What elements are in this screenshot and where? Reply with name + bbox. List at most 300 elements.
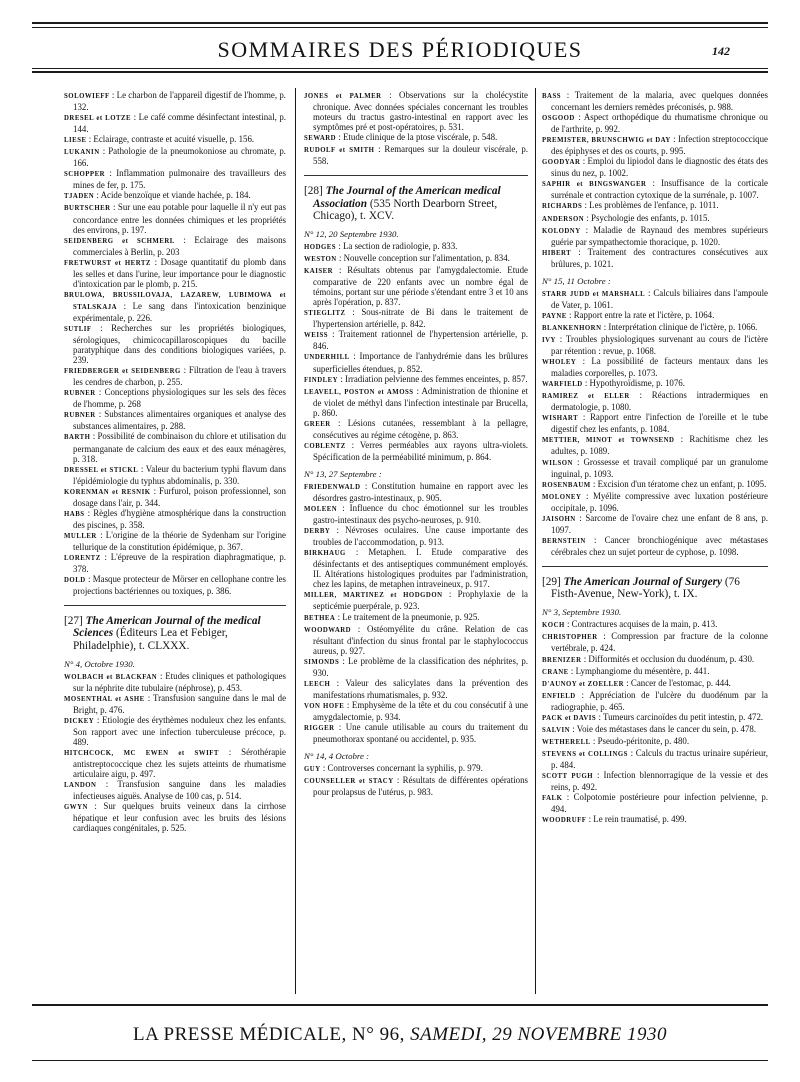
section-separator [64, 605, 286, 606]
entry-title: : Remarques sur la douleur viscérale, p. 558. [313, 144, 528, 167]
entry-author: SALVIN [542, 726, 571, 734]
article-entry [542, 491, 768, 513]
article-entry [542, 690, 768, 712]
article-entry [542, 213, 768, 225]
section-separator [304, 175, 528, 176]
article-entry [304, 253, 528, 265]
entry-title: : Masque protecteur de Mörser en cellophane contre les projections bactériennes ou toxiques, p. 386. [73, 574, 286, 597]
entry-title: : Emploi du lipiodol dans le diagnostic des états des sinus du nez, p. 1002. [551, 156, 768, 179]
entry-author: ENFIELD [542, 692, 576, 700]
journal-title: The American Journal of Surgery [563, 575, 723, 588]
entry-title: : Excision d'un tératome chez un enfant, p. 1095. [590, 478, 767, 489]
entry-title: : Furfurol, poison professionnel, son dosage dans l'air, p. 344. [73, 485, 286, 508]
article-entry [542, 390, 768, 412]
entry-title: : Inflammation pulmonaire des travailleurs des mines de fer, p. 175. [73, 168, 286, 191]
footer-rule-top [32, 1004, 768, 1006]
journal-publisher: (535 North Dearborn Street, Chicago), t. XCV. [313, 197, 498, 222]
entry-title: : Calculs du tractus urinaire supérieur, p. 484. [551, 747, 768, 770]
entry-title: : Hypothyroïdisme, p. 1076. [582, 378, 685, 389]
article-entry [542, 288, 768, 310]
entry-title: : Voie des métastases dans le cancer du sein, p. 478. [570, 723, 757, 734]
entry-author: KORENMAN et RESNIK [64, 488, 151, 496]
entry-title: : Lésions cutanées, ressemblant à la pellagre, consécutives au régime cétogène, p. 863. [313, 417, 528, 440]
article-entry [304, 775, 528, 797]
entry-title: : Etudes cliniques et pathologiques sur la néphrite dite tubulaire (néphrose), p. 453. [73, 670, 286, 693]
article-entry [304, 374, 528, 386]
entry-author: BRULOWA, BRUSSILOVAJA, LAZAREW, LUBIMOWA et STALSKAJA [64, 291, 286, 311]
footer-publication: LA PRESSE MÉDICALE, N° 96, [133, 1024, 405, 1045]
article-entry [542, 457, 768, 479]
entry-title: : Emphysème de la tête et du cou consécutif à une amygdalectomie, p. 934. [313, 699, 528, 722]
article-entry [64, 431, 286, 463]
entry-title: : Administration de thionine et de violet de méthyl dans l'infection intestinale par Brucella, p. 860. [313, 385, 528, 418]
page-title: SOMMAIRES DES PÉRIODIQUES [217, 37, 583, 62]
entry-author: BURTSCHER [64, 205, 111, 213]
article-entry [304, 351, 528, 373]
entry-author: VON HOFE [304, 702, 345, 710]
entry-title: : Pseudo-péritonite, p. 480. [590, 735, 690, 746]
entry-author: OSGOOD [542, 115, 575, 123]
entry-author: RIGGER [304, 725, 335, 732]
entry-author: MOLEEN [304, 506, 338, 514]
entry-author: WOLBACH et BLACKFAN [64, 673, 158, 681]
entry-title: : Une canule utilisable au cours du traitement du pneumothorax spontané ou accidentel, p. 935. [313, 722, 528, 745]
entry-title: : Rapport entre la rate et l'ictère, p. 1064. [566, 309, 715, 320]
article-entry [64, 257, 286, 289]
entry-author: KOLODNY [542, 227, 581, 235]
entry-author: LEECH [304, 680, 331, 688]
article-entry [64, 779, 286, 801]
entry-author: SUTLIF [64, 325, 92, 333]
entry-author: IVY [542, 336, 556, 344]
issue-heading: N° 13, 27 Septembre : [304, 468, 382, 479]
article-entry [542, 619, 768, 631]
article-entry [542, 748, 768, 770]
article-entry [304, 656, 528, 678]
article-entry [64, 134, 286, 146]
entry-title: : Aspect orthopédique du rhumatisme chronique ou de l'arthrite, p. 992. [551, 112, 768, 135]
article-entry [304, 265, 528, 307]
article-entry [64, 168, 286, 190]
article-entry [64, 387, 286, 409]
entry-title: : Le café comme désinfectant intestinal, p. 144. [73, 112, 287, 135]
entry-author: SIMONDS [304, 658, 340, 666]
entry-title: : Eclairage, contraste et acuité visuelle, p. 156. [86, 134, 255, 145]
entry-title: : Nouvelle conception sur l'alimentation, p. 834. [336, 253, 510, 264]
article-entry [542, 535, 768, 557]
entry-author: STEVENS et COLLINGS [542, 750, 628, 758]
article-entry [304, 329, 528, 351]
entry-title: : Recherches sur les propriétés biologiques, sérologiques, chimicocapillaroscopiques du bacille paratyphique dans des conditions biologiques variées, p. 239. [73, 322, 286, 366]
article-entry [542, 666, 768, 678]
entry-author: DRESEL et LOTZE [64, 115, 132, 123]
entry-title: : Infection blennorragique de la vessie et des reins, p. 492. [551, 769, 768, 793]
journal-heading [64, 615, 286, 652]
entry-title: : Valeur des salicylates dans la prévention des manifestations rhumatismales, p. 932. [313, 677, 528, 700]
entry-title: : L'origine de la théorie de Sydenham sur l'origine tellurique de la constitution épidémique, p. 367. [73, 529, 286, 552]
entry-author: SAPHIR et BINGSWANGER [542, 181, 647, 189]
article-entry [542, 134, 768, 156]
article-entry [304, 547, 528, 589]
entry-author: HODGES [304, 243, 337, 251]
entry-author: DICKEY [64, 718, 95, 725]
entry-title: : Etude clinique de la ptose viscérale, p. 548. [336, 132, 498, 143]
entry-author: HABS [64, 510, 85, 518]
article-entry [542, 334, 768, 356]
entry-author: LANDON [64, 782, 97, 790]
column-2 [304, 90, 528, 797]
entry-title: : Les problèmes de l'enfance, p. 1011. [582, 200, 719, 211]
entry-title: : Controverses concernant la syphilis, p. 979. [320, 763, 483, 774]
article-entry [304, 700, 528, 722]
entry-title: : Dosage quantitatif du plomb dans les selles et dans l'urine, leur importance pour le diagnostic d'intoxication par le plomb, p. 215. [73, 256, 286, 289]
entry-author: FRIEDBERGER et SEIDENBERG [64, 368, 181, 376]
entry-author: SEWARD [304, 135, 337, 143]
issue-heading: N° 14, 4 Octobre : [304, 751, 370, 762]
entry-author: SCOTT PUGH [542, 772, 594, 780]
article-entry [64, 747, 286, 779]
entry-title: : Prophylaxie de la septicémie puerpérale, p. 923. [313, 589, 528, 612]
entry-title: : Conceptions physiologiques sur les sels des fèces de l'homme, p. 268 [73, 387, 286, 410]
article-entry [64, 365, 286, 387]
entry-title: : Transfusion sanguine dans le mal de Bright, p. 476. [73, 692, 287, 715]
journal-publisher: (Éditeurs Lea et Febiger, Philadelphie), t. CLXXX. [73, 627, 228, 652]
entry-author: CRANE [542, 668, 569, 676]
entry-title: : Appréciation de l'ulcère du duodénum par la radiographie, p. 465. [551, 689, 768, 712]
article-entry [64, 574, 286, 596]
entry-author: LUKANIN [64, 149, 100, 157]
entry-title: : Verres perméables aux rayons ultra-violets. Spécification de la perméabilité minimum, p. 864. [313, 439, 528, 462]
article-entry [64, 486, 286, 508]
article-entry [64, 530, 286, 552]
entry-author: GREER [304, 420, 331, 428]
entry-title: : Eclairage des maisons commerciales à Berlin, p. 203 [73, 234, 286, 257]
entry-title: : Possibilité de combinaison du chlore et utilisation du permanganate de calcium des eaux et des eaux ménagères, p. 318. [73, 431, 286, 464]
entry-title: : Maladie de Raynaud des membres supérieurs guérie par sympathectomie thoracique, p. 1020. [551, 224, 768, 247]
entry-title: : La section de radiologie, p. 833. [336, 240, 458, 251]
entry-title: : Traitement des contractures consécutives aux brûlures, p. 1021. [551, 246, 768, 269]
article-entry [304, 678, 528, 700]
page-number: 142 [712, 44, 730, 58]
entry-title: : Sur une eau potable pour laquelle il n'y eut pas concordance entre les données chimiques et les propriétés des environs, p. 197. [73, 202, 286, 235]
entry-author: LEAVELL, POSTON et AMOSS [304, 388, 414, 396]
article-entry [542, 712, 768, 724]
article-entry [542, 654, 768, 666]
entry-title: : Acide benzoïque et viande hachée, p. 184. [94, 190, 251, 201]
entry-author: COUNSELLER et STACY [304, 778, 394, 786]
article-entry [542, 156, 768, 178]
entry-title: : Importance de l'anhydrémie dans les brûlures superficielles étendues, p. 852. [313, 351, 528, 374]
article-entry [542, 770, 768, 792]
entry-title: : Pathologie de la pneumokoniose au chromate, p. 166. [73, 146, 286, 169]
column-1 [64, 90, 286, 834]
article-entry [542, 631, 768, 653]
entry-title: : Infection streptococcique des épiphyses et des os courts, p. 995. [551, 134, 768, 157]
article-entry [304, 624, 528, 656]
article-entry [542, 479, 768, 491]
column-divider-2 [535, 88, 536, 994]
entry-author: ANDERSON [542, 215, 585, 223]
entry-author: WEISS [304, 332, 329, 340]
entry-author: JONES et PALMER [304, 93, 382, 100]
entry-title: : Rapport entre l'infection de l'oreille et le tube digestif chez les enfants, p. 1084. [551, 412, 768, 435]
entry-author: COBLENTZ [304, 442, 346, 450]
entry-title: : Insuffisance de la corticale surrénale et contraction cytoxique de la surrénale, p. 1007. [551, 178, 768, 201]
entry-author: WOODRUFF [542, 817, 587, 825]
entry-author: PAYNE [542, 312, 567, 320]
entry-author: STARR JUDD et MARSHALL [542, 290, 646, 298]
entry-author: RUDOLF et SMITH [304, 147, 375, 155]
entry-title: : Sarcome de l'ovaire chez une enfant de 8 ans, p. 1097. [551, 512, 768, 535]
article-entry [304, 241, 528, 253]
entry-title: : L'épreuve de la respiration diaphragmatique, p. 378. [73, 551, 286, 575]
column-3 [542, 90, 768, 826]
article-entry [64, 90, 286, 112]
entry-author: SEIDENBERG et SCHMERL [64, 237, 175, 245]
entry-author: METTIER, MINOT et TOWNSEND [542, 437, 675, 445]
entry-author: WISHART [542, 415, 579, 423]
entry-title: : Réactions intradermiques en dermatologie, p. 1080. [551, 390, 768, 413]
entry-title: : Ostéomyélite du crâne. Relation de cas résultant d'infection du sinus frontal par le staphylococcus aureus, p. 927. [313, 623, 528, 656]
journal-title: The American Journal of the medical Sciences [73, 615, 261, 640]
section-separator [542, 566, 768, 567]
entry-title: : Etiologie des érythèmes noduleux chez les enfants. Son rapport avec une infection tuberculeuse précoce, p. 489. [73, 715, 286, 748]
entry-author: LORENTZ [64, 554, 101, 562]
article-entry [304, 132, 528, 144]
article-entry [64, 552, 286, 574]
entry-title: : Le problème de la classification des néphrites, p. 930. [313, 655, 528, 678]
entry-author: JAISOHN [542, 515, 576, 523]
article-entry [64, 235, 286, 257]
entry-author: ROSENBAUM [542, 481, 591, 489]
entry-author: KAISER [304, 268, 334, 276]
entry-title: : Constitution humaine en rapport avec les désordres gastro-intestinaux, p. 905. [313, 480, 528, 504]
article-entry [304, 144, 528, 166]
article-entry [304, 90, 528, 132]
article-entry [64, 112, 286, 134]
entry-title: : Résultats de différentes opérations pour prolapsus de l'utérus, p. 983. [313, 775, 528, 798]
article-entry [304, 525, 528, 547]
article-entry [304, 481, 528, 503]
article-entry [64, 693, 286, 715]
entry-title: : Interprétation clinique de l'ictère, p. 1066. [601, 321, 758, 332]
entry-title: : Traitement rationnel de l'hypertension artérielle, p. 846. [313, 329, 528, 352]
entry-title: : Filtration de l'eau à travers les cendres de charbon, p. 255. [73, 365, 287, 388]
entry-author: GOODYAR [542, 159, 581, 167]
entry-author: WESTON [304, 256, 337, 264]
top-rule-thick [32, 22, 768, 24]
entry-author: TJADEN [64, 193, 95, 201]
entry-title: : Le rein traumatisé, p. 499. [586, 814, 687, 825]
entry-title: : Cancer bronchiogénique avec métastases cérébrales chez un sujet porteur de cyphose, p. 1098. [551, 534, 768, 557]
entry-author: GUY [304, 766, 321, 774]
entry-author: MILLER, MARTINEZ et HODGDON [304, 592, 443, 600]
article-entry [64, 409, 286, 431]
article-entry [64, 202, 286, 234]
entry-author: BIRKHAUG [304, 550, 346, 558]
article-entry [542, 724, 768, 736]
article-entry [64, 146, 286, 168]
entry-author: RUBNER [64, 390, 96, 398]
entry-author: UNDERHILL [304, 354, 350, 362]
entry-author: MULLER [64, 532, 97, 540]
article-entry [304, 722, 528, 744]
entry-title: : Transfusion sanguine dans les maladies infectieuses aiguës. Analyse de 100 cas, p. 514. [73, 779, 286, 802]
entry-title: : Sur quelques bruits veineux dans la cirrhose hépatique et leur confusion avec les bruits des lésions cardiaques congénitales, p. 525. [73, 801, 286, 834]
article-entry [542, 322, 768, 334]
footer-date: 29 NOVEMBRE 1930 [492, 1024, 667, 1045]
entry-title: : Psychologie des enfants, p. 1015. [584, 212, 710, 223]
entry-author: BLANKENHORN [542, 324, 602, 332]
entry-author: KOCH [542, 622, 565, 630]
entry-title: : Valeur du bacterium typhi flavum dans l'épidémiologie du typhus abdominalis, p. 330. [73, 463, 286, 486]
journal-number: [28] [304, 185, 326, 198]
entry-author: GWYN [64, 804, 88, 812]
entry-title: : Le traitement de la pneumonie, p. 925. [335, 611, 480, 622]
entry-author: BRENIZER [542, 656, 582, 664]
article-entry [64, 464, 286, 486]
header-rule-thin [32, 68, 768, 69]
article-entry [542, 412, 768, 434]
entry-author: MOLONEY [542, 493, 582, 501]
entry-author: PREMISTER, BRUNSCHWIG et DAY [542, 137, 671, 145]
entry-title: : Colpotomie postérieure pour infection pelvienne, p. 494. [551, 792, 768, 815]
entry-title: : Le sang dans l'intoxication benzinique expérimentale, p. 226. [73, 300, 286, 323]
entry-title: : Traitement de la malaria, avec quelques données concernant les derniers remèdes préconisés, p. 988. [551, 90, 768, 113]
entry-author: FINDLEY [304, 376, 339, 384]
journal-heading [542, 576, 768, 600]
article-entry [542, 178, 768, 200]
entry-author: FRETWURST et HERTZ [64, 259, 151, 267]
top-rule-thin [32, 27, 768, 28]
entry-title: : Calculs biliaires dans l'ampoule de Vater, p. 1061. [551, 287, 768, 310]
entry-title: : Tumeurs carcinoïdes du petit intestin, p. 472. [596, 711, 764, 722]
entry-title: : Le charbon de l'appareil digestif de l'homme, p. 132. [73, 90, 286, 113]
entry-title: : Observations sur la cholécystite chronique. Avec données spéciales concernant les troubles moteurs du tractus gastro-intestinal en rapport avec les symptômes pré et post-opératoires, p. 531. [313, 90, 528, 133]
article-entry [542, 310, 768, 322]
entry-title: : Règles d'hygiène atmosphérique dans la construction des piscines, p. 358. [73, 507, 286, 530]
entry-author: HIBERT [542, 249, 572, 257]
entry-author: RUBNER [64, 412, 96, 420]
entry-author: DRESSEL et STICKL [64, 466, 139, 474]
entry-author: HITCHCOCK, MC EWEN et SWIFT [64, 750, 219, 758]
footer [0, 1024, 800, 1046]
entry-title: : Irradiation pelvienne des femmes enceintes, p. 857. [338, 373, 528, 384]
article-entry [542, 225, 768, 247]
article-entry [64, 508, 286, 530]
article-entry [542, 247, 768, 269]
entry-title: : Grossesse et travail compliqué par un granulome inguinal, p. 1093. [551, 456, 768, 479]
article-entry [542, 90, 768, 112]
entry-author: FALK [542, 795, 563, 803]
header-rule-thick [32, 71, 768, 73]
entry-title: : Compression par fracture de la colonne vertébrale, p. 424. [551, 631, 768, 654]
article-entry [542, 513, 768, 535]
entry-title: : Influence du choc émotionnel sur les troubles gastro-intestinaux des psycho-neuroses, p. 910. [313, 503, 528, 526]
article-entry [64, 715, 286, 747]
entry-author: STIEGLITZ [304, 310, 346, 318]
entry-title: : Névroses oculaires. Une cause importante des troubles de l'accommodation, p. 913. [313, 525, 528, 548]
entry-author: WILSON [542, 459, 573, 467]
entry-title: : Metaphen. I. Etude comparative des désinfectants et des antiseptiques communément employés. II. Altérations histologiques produites par l'administration, chez les lapins, de metaphen intraveineux, p. 917. [313, 547, 528, 590]
article-entry [304, 589, 528, 611]
article-entry [304, 763, 528, 775]
article-entry [542, 736, 768, 748]
article-entry [542, 434, 768, 456]
article-entry [64, 289, 286, 323]
entry-author: MOSENTHAL et ASHE [64, 695, 145, 703]
issue-heading: N° 4, Octobre 1930. [64, 658, 135, 669]
article-entry [542, 814, 768, 826]
entry-author: WOODWARD [304, 626, 352, 634]
entry-author: D'AUNOY et ZOELLER [542, 680, 625, 688]
article-entry [304, 503, 528, 525]
entry-author: BARTH [64, 434, 91, 442]
entry-title: : Cancer de l'estomac, p. 444. [624, 677, 731, 688]
entry-author: LIESE [64, 137, 87, 145]
article-entry [542, 378, 768, 390]
entry-author: RICHARDS [542, 203, 583, 211]
entry-title: : Sous-nitrate de Bi dans le traitement de l'hypertension artérielle, p. 842. [313, 307, 528, 330]
entry-title: : La possibilité de facteurs mentaux dans les maladies corporelles, p. 1073. [551, 356, 768, 379]
entry-author: WHOLEY [542, 359, 577, 367]
entry-author: SCHOPPER [64, 171, 106, 179]
article-entry [542, 200, 768, 212]
journal-title: The Journal of the American medical Association [313, 185, 501, 210]
entry-author: WETHERELL [542, 738, 591, 746]
article-entry [304, 440, 528, 462]
entry-author: CHRISTOPHER [542, 634, 598, 642]
article-entry [542, 678, 768, 690]
entry-title: : Troubles physiologiques survenant au cours de l'ictère par rétention : revue, p. 1068. [551, 333, 768, 357]
journal-publisher: (76 Fisth-Avenue, New-York), t. IX. [551, 575, 740, 601]
entry-author: SOLOWIEFF [64, 93, 110, 100]
article-entry [304, 386, 528, 418]
article-entry [64, 190, 286, 202]
entry-author: BASS [542, 93, 562, 100]
entry-title: : Sérothérapie antistreptococcique chez les sujets atteints de rhumatisme articulaire aigu, p. 497. [73, 747, 286, 780]
footer-rule-bottom [32, 1060, 768, 1061]
entry-author: BETHEA [304, 614, 336, 622]
article-entry [542, 792, 768, 814]
entry-title: : Substances alimentaires organiques et analyse des substances alimentaires, p. 288. [73, 409, 286, 432]
entry-title: : Myélite compressive avec luxation postérieure occipitale, p. 1096. [551, 490, 768, 513]
journal-number: [27] [64, 615, 86, 628]
entry-author: RAMIREZ et ELLER [542, 393, 630, 401]
article-entry [542, 112, 768, 134]
journal-number: [29] [542, 575, 564, 588]
article-entry [64, 323, 286, 365]
article-entry [304, 612, 528, 624]
entry-title: : Résultats obtenus par l'amygdalectomie. Etude comparative de 220 enfants avec un nombre égal de témoins, portant sur une période s'étendant entre 3 et 10 ans après l'opération, p. 837. [313, 265, 528, 308]
article-entry [304, 418, 528, 440]
issue-heading: N° 15, 11 Octobre : [542, 275, 611, 286]
entry-author: DERBY [304, 528, 331, 536]
entry-title: : Difformités et occlusion du duodénum, p. 430. [581, 653, 755, 664]
issue-heading: N° 3, Septembre 1930. [542, 607, 622, 618]
issue-heading: N° 12, 20 Septembre 1930. [304, 228, 399, 239]
entry-title: : Contractures acquises de la main, p. 413. [564, 619, 718, 630]
article-entry [304, 307, 528, 329]
entry-author: PACK et DAVIS [542, 714, 597, 722]
article-entry [542, 356, 768, 378]
column-divider-1 [295, 88, 296, 994]
entry-title: : Rachitisme chez les adultes, p. 1089. [551, 434, 768, 457]
entry-author: WARFIELD [542, 381, 583, 389]
article-entry [64, 671, 286, 693]
entry-title: : Lymphangiome du mésentère, p. 441. [568, 665, 710, 676]
footer-day: SAMEDI, [410, 1024, 487, 1045]
